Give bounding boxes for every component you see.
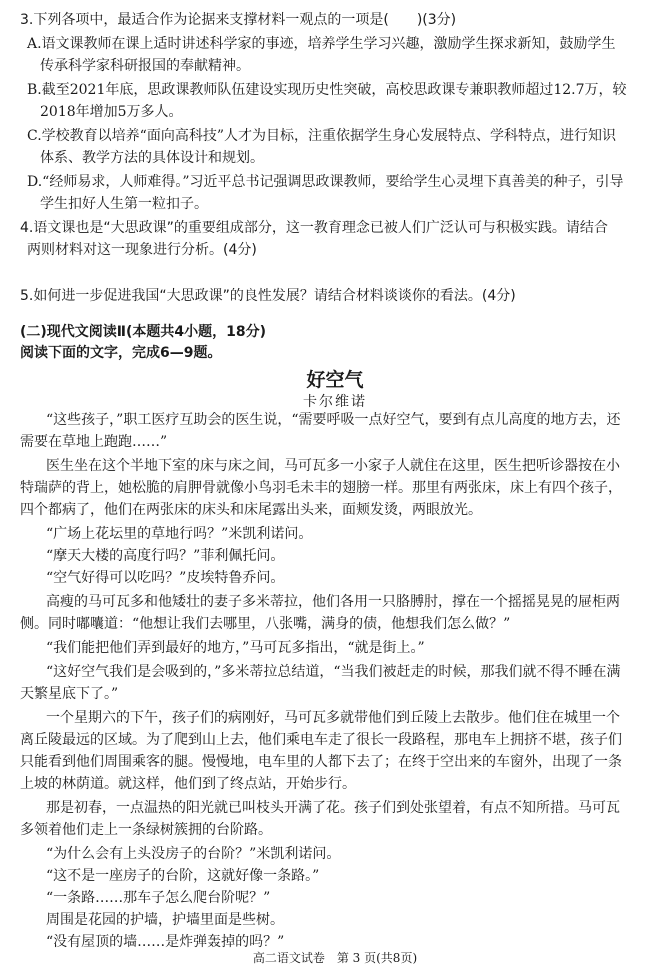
q3-option-a: A.语文课教师在课上适时讲述科学家的事迹，培养学生学习兴趣，激励学生探求新知，鼓励学生	[27, 36, 616, 52]
story-paragraph: 一个星期六的下午，孩子们的病刚好，马可瓦多就带他们到丘陵上去散步。他们住在城里一个	[46, 710, 620, 726]
story-paragraph-cont: 需要在草地上跑跑……”	[20, 434, 168, 450]
story-dialogue: “摩天大楼的高度行吗？”菲利佩托问。	[46, 548, 285, 564]
story-dialogue: “这不是一座房子的台阶，这就好像一条路。”	[46, 868, 320, 884]
story-paragraph-cont: 特瑞萨的背上，她松脆的肩胛骨就像小鸟羽毛未丰的翅膀一样。那里有两张床，床上有四个孩子，	[20, 480, 622, 496]
q3-option-b-cont: 2018年增加5万多人。	[40, 104, 183, 120]
story-dialogue: “广场上花坛里的草地行吗？”米凯利诺问。	[46, 526, 313, 542]
q3-option-a-cont: 传承科学家科研报国的奉献精神。	[40, 58, 250, 74]
story-dialogue: “空气好得可以吃吗？”皮埃特鲁乔问。	[46, 570, 285, 586]
story-dialogue: “为什么会有上头没房子的台阶？”米凯利诺问。	[46, 846, 341, 862]
page-footer: 高二语文试卷 第 3 页(共8页)	[252, 951, 418, 965]
story-dialogue: “我们能把他们弄到最好的地方，”马可瓦多指出，“就是街上。”	[46, 640, 425, 656]
story-paragraph-cont: 上坡的林荫道。就这样，他们到了终点站，开始步行。	[20, 776, 356, 792]
story-paragraph-cont: 只能看到他们周围乘客的腿。慢慢地，电车里的人都下去了；在终于空出来的车窗外，出现了一条	[20, 754, 622, 770]
story-paragraph-cont: 多领着他们走上一条绿树簇拥的台阶路。	[20, 822, 272, 838]
q3-option-c: C.学校教育以培养“面向高科技”人才为目标，注重依据学生身心发展特点、学科特点，进行知识	[27, 128, 616, 144]
q4-stem-cont: 两则材料对这一现象进行分析。(4分)	[27, 242, 257, 258]
story-paragraph: 医生坐在这个半地下室的床与床之间，马可瓦多一小家子人就住在这里，医生把听诊器按在小	[46, 458, 620, 474]
q3-option-d: D.“经师易求，人师难得。”习近平总书记强调思政课教师，要给学生心灵埋下真善美的种子，引导	[27, 174, 624, 190]
story-paragraph: 高瘦的马可瓦多和他矮壮的妻子多米蒂拉，他们各用一只胳膊肘，撑在一个摇摇晃晃的屉柜两	[46, 594, 620, 610]
q3-option-d-cont: 学生扣好人生第一粒扣子。	[40, 196, 208, 212]
story-paragraph: 那是初春，一点温热的阳光就已叫枝头开满了花。孩子们到处张望着，有点不知所措。马可瓦	[46, 800, 620, 816]
q3-stem: 3.下列各项中，最适合作为论据来支撑材料一观点的一项是( )(3分)	[20, 12, 457, 28]
section-instruction: 阅读下面的文字，完成6—9题。	[20, 345, 222, 361]
q3-option-c-cont: 体系、教学方法的具体设计和规划。	[40, 150, 264, 166]
story-paragraph: 周围是花园的护墙，护墙里面是些树。	[46, 912, 284, 928]
story-paragraph-cont: 侧。同时嘟囔道：“他想让我们去哪里，八张嘴，满身的债，他想我们怎么做？”	[20, 616, 511, 632]
story-dialogue: “一条路……那车子怎么爬台阶呢？”	[46, 890, 271, 906]
story-paragraph-cont: 四个都病了，他们在两张床的床头和床尾露出头来，面颊发烫，两眼放光。	[20, 502, 482, 518]
story-paragraph: “这好空气我们是会吸到的，”多米蒂拉总结道，“当我们被赶走的时候，那我们就不得不睡在满	[46, 664, 621, 680]
q5-stem: 5.如何进一步促进我国“大思政课”的良性发展？请结合材料谈谈你的看法。(4分)	[20, 288, 516, 304]
story-paragraph: “这些孩子，”职工医疗互助会的医生说，“需要呼吸一点好空气，要到有点儿高度的地方去，还	[46, 412, 621, 428]
story-dialogue: “没有屋顶的墙……是炸弹轰掉的吗？”	[46, 934, 285, 950]
section-heading: (二)现代文阅读Ⅱ(本题共4小题，18分)	[20, 324, 267, 340]
q4-stem: 4.语文课也是“大思政课”的重要组成部分，这一教育理念已被人们广泛认可与积极实践。请结合	[20, 220, 608, 236]
story-paragraph-cont: 离丘陵最远的区域。为了爬到山上去，他们乘电车走了很长一段路程，那电车上拥挤不堪，孩子们	[20, 732, 622, 748]
story-paragraph-cont: 天繁星底下了。”	[20, 686, 119, 702]
q3-option-b: B.截至2021年底，思政课教师队伍建设实现历史性突破，高校思政课专兼职教师超过12.7万，较	[27, 82, 627, 98]
story-title: 好空气	[306, 369, 364, 391]
story-author: 卡尔维诺	[303, 394, 367, 410]
